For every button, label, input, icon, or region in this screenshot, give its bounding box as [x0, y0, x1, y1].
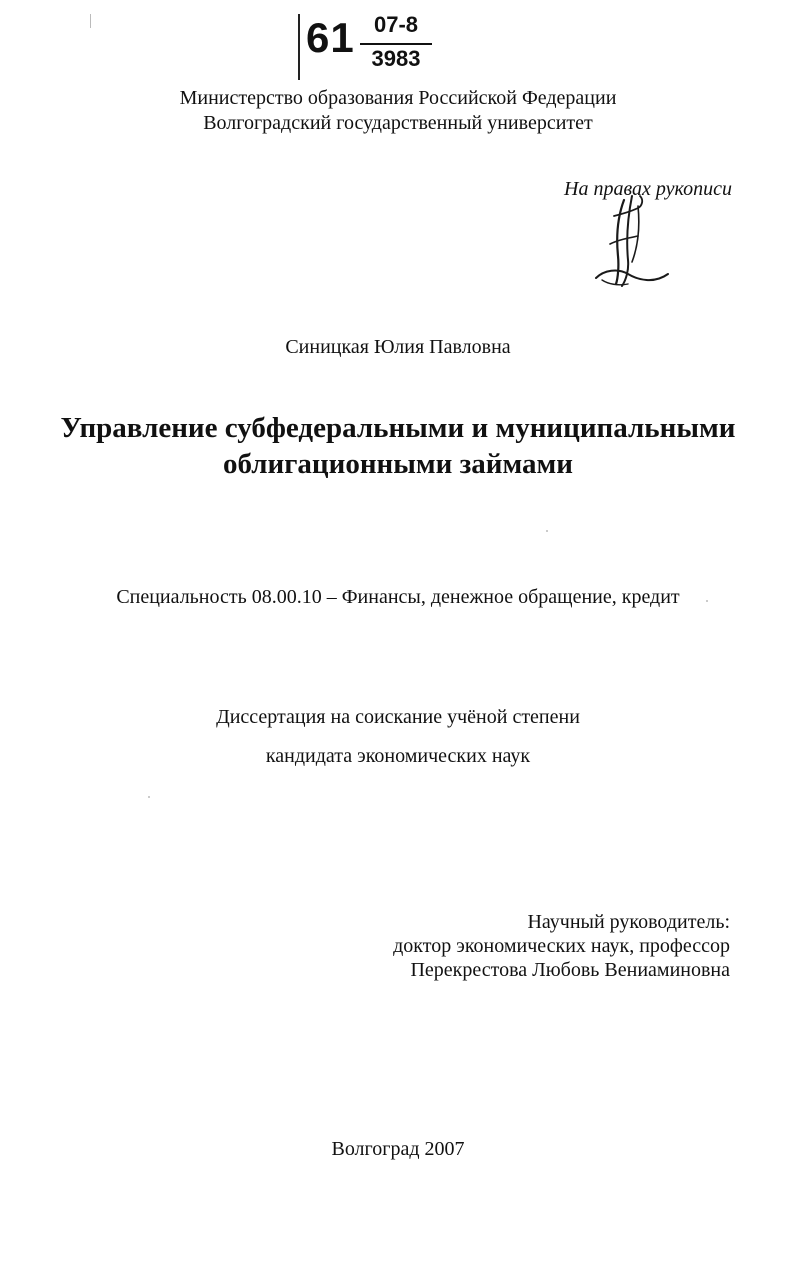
signature-icon	[588, 186, 678, 294]
stamp-fraction-line	[360, 43, 432, 45]
scan-speck	[546, 530, 548, 532]
manuscript-rights: На правах рукописи	[564, 178, 732, 200]
dissertation-line-1: Диссертация на соискание учёной степени	[216, 706, 580, 728]
stamp-series: 61	[306, 14, 355, 61]
title-line-2: облигационными займами	[223, 448, 573, 480]
dissertation-line-2: кандидата экономических наук	[265, 745, 531, 767]
supervisor-label: Научный руководитель:	[527, 911, 730, 933]
scan-speck	[148, 796, 150, 798]
city-year: Волгоград 2007	[331, 1138, 465, 1160]
university-line: Волгоградский государственный университет	[203, 112, 593, 134]
stamp-denominator: 3983	[371, 46, 421, 71]
stamp-numerator: 07-8	[373, 12, 419, 37]
author-name: Синицкая Юлия Павловна	[285, 336, 511, 358]
supervisor-degree: доктор экономических наук, профессор	[393, 935, 730, 957]
supervisor-name: Перекрестова Любовь Вениаминовна	[410, 959, 730, 981]
title-line-1: Управление субфедеральными и муниципальными	[60, 412, 736, 444]
stamp-divider	[298, 14, 300, 80]
ministry-line: Министерство образования Российской Федерации	[179, 87, 617, 109]
scan-speck	[706, 600, 708, 602]
specialty: Специальность 08.00.10 – Финансы, денежное обращение, кредит	[116, 586, 680, 608]
scan-mark	[90, 14, 91, 28]
